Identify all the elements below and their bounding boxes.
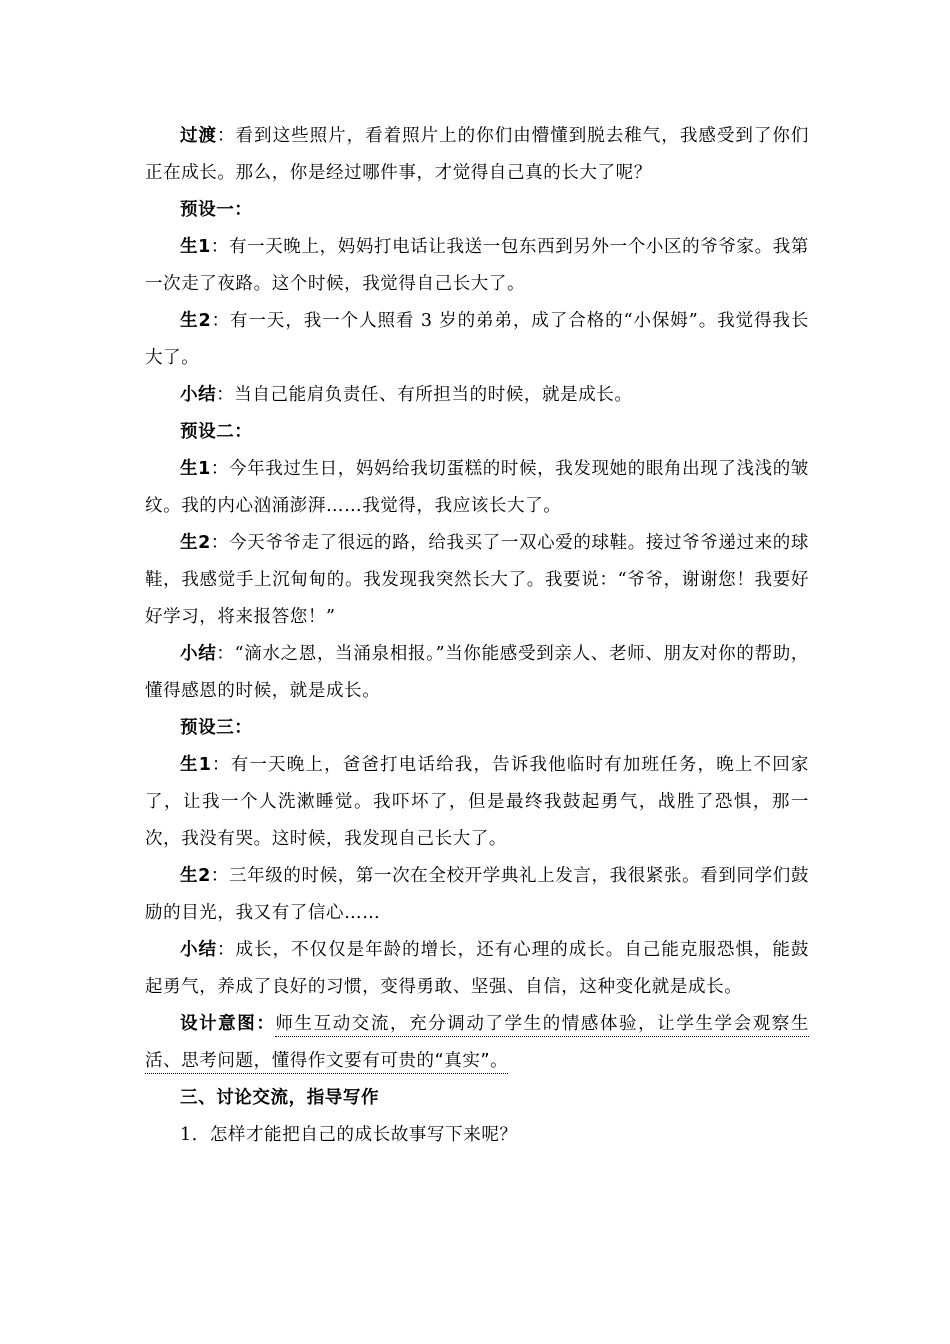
design-intent-colon: ：: [256, 1014, 276, 1034]
summary-paragraph: [145, 636, 809, 710]
summary-label: 小结: [180, 940, 218, 960]
question-text: 1．怎样才能把自己的成长故事写下来呢？: [180, 1125, 518, 1145]
question-paragraph: [145, 1117, 809, 1154]
student-label: 生: [180, 311, 199, 331]
student-label: 生: [180, 237, 199, 257]
student-answer: [145, 525, 809, 636]
student-label: 生: [180, 459, 199, 479]
student-text: ：有一天晚上，爸爸打电话给我，告诉我他临时有加班任务，晚上不回家了，让我一个人洗漱睡觉。我吓坏了，但是最终我鼓起勇气，战胜了恐惧，那一次，我没有哭。这时候，我发现自己长大了。: [145, 755, 809, 849]
student-text: ：今年我过生日，妈妈给我切蛋糕的时候，我发现她的眼角出现了浅浅的皱纹。我的内心汹涌澎湃……我觉得，我应该长大了。: [145, 459, 809, 516]
student-answer: [145, 858, 809, 932]
student-label: 生: [180, 755, 199, 775]
student-label: 生: [180, 533, 199, 553]
preset-1-title: 预设一：: [180, 200, 253, 220]
student-answer: [145, 229, 809, 303]
student-text: ：今天爷爷走了很远的路，给我买了一双心爱的球鞋。接过爷爷递过来的球鞋，我感觉手上沉甸甸的。我发现我突然长大了。我要说：“爷爷，谢谢您！我要好好学习，将来报答您！”: [145, 533, 809, 627]
student-text: ：有一天晚上，妈妈打电话让我送一包东西到另外一个小区的爷爷家。我第一次走了夜路。这个时候，我觉得自己长大了。: [145, 237, 809, 294]
summary-text: ：成长，不仅仅是年龄的增长，还有心理的成长。自己能克服恐惧，能鼓起勇气，养成了良好的习惯，变得勇敢、坚强、自信，这种变化就是成长。: [145, 940, 809, 997]
preset-3-title: 预设三：: [180, 718, 253, 738]
student-number: 2: [198, 866, 211, 886]
summary-label: 小结: [180, 644, 217, 664]
design-intent-label: 设计意图: [180, 1014, 257, 1034]
design-intent-paragraph: [145, 1006, 809, 1080]
student-answer: [145, 451, 809, 525]
section-heading: [145, 1080, 809, 1117]
student-text: ：有一天，我一个人照看 3 岁的弟弟，成了合格的“小保姆”。我觉得我长大了。: [145, 311, 809, 368]
transition-label: 过渡: [180, 126, 218, 146]
student-number: 1: [198, 237, 211, 257]
summary-text: ：当自己能肩负责任、有所担当的时候，就是成长。: [216, 385, 633, 405]
transition-colon: ：: [217, 126, 236, 146]
summary-text: ：“滴水之恩，当涌泉相报。”当你能感受到亲人、老师、朋友对你的帮助，懂得感恩的时候，就是成长。: [145, 644, 809, 701]
document-page: [145, 118, 809, 1154]
student-label: 生: [180, 866, 199, 886]
section-heading-text: 三、讨论交流，指导写作: [180, 1088, 380, 1108]
preset-title: [145, 710, 809, 747]
preset-title: [145, 192, 809, 229]
summary-paragraph: [145, 377, 809, 414]
summary-label: 小结: [180, 385, 217, 405]
student-answer: [145, 747, 809, 858]
student-number: 2: [198, 533, 211, 553]
design-intent-text: 师生互动交流，充分调动了学生的情感体验，让学生学会观察生活、思考问题，懂得作文要有可贵的“真实”。: [145, 1014, 809, 1074]
student-text: ：三年级的时候，第一次在全校开学典礼上发言，我很紧张。看到同学们鼓励的目光，我又有了信心……: [145, 866, 809, 923]
transition-paragraph: [145, 118, 809, 192]
summary-paragraph: [145, 932, 809, 1006]
student-answer: [145, 303, 809, 377]
preset-2-title: 预设二：: [180, 422, 253, 442]
student-number: 2: [198, 311, 212, 331]
transition-text: 看到这些照片，看着照片上的你们由懵懂到脱去稚气，我感受到了你们正在成长。那么，你是经过哪件事，才觉得自己真的长大了呢？: [145, 126, 809, 183]
preset-title: [145, 414, 809, 451]
student-number: 1: [198, 459, 211, 479]
student-number: 1: [198, 755, 212, 775]
